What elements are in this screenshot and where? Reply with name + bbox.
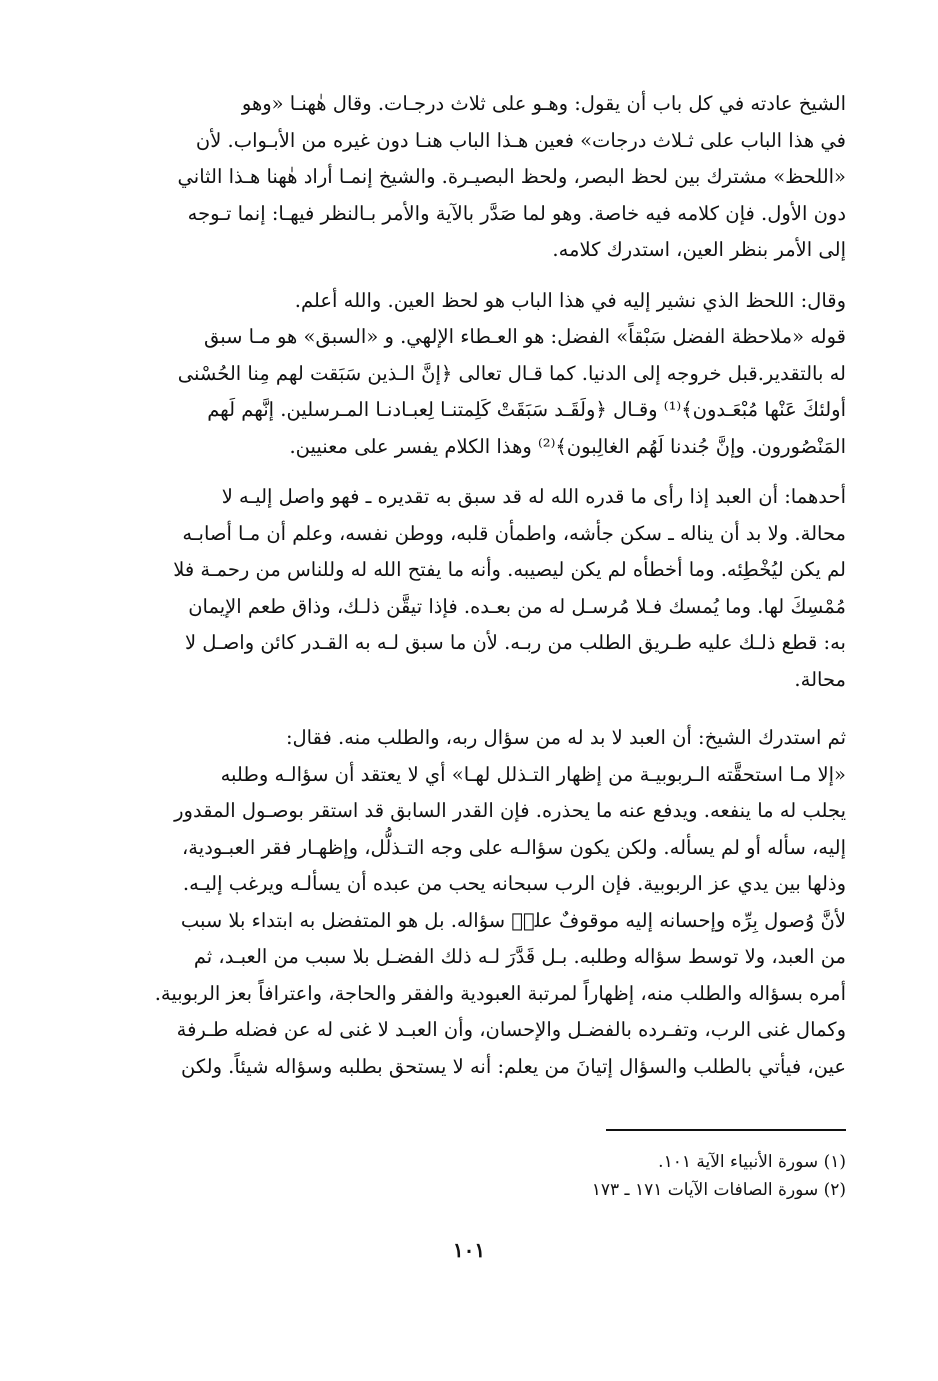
footnote-divider	[606, 1129, 846, 1131]
paragraph-first-meaning: أحدهما: أن العبد إذا رأى ما قدره الله له قد سبق به تقديره ـ فهو واصل إليـه لا محالة. ولا بد أن يناله ـ سكن جأشه، واطمأن قلبه، ووطن نفسه، وعلم أن مـا أصابـه لم يكن ليُخْطِئه. وما أخطأه لم يكن ليصيبه. وأنه ما يفتح الله له وللناس من رحمـة فلا مُمْسِكَ لها. وما يُمسك فـلا مُرسـل له من بعـده. فإذا تيقَّن ذلـك، وذاق طعم الإيمان به: قطع ذلـك عليه طـريق الطلب من ربـه. لأن ما سبق لـه به القـدر كائن واصـل لا محالة.	[173, 485, 846, 691]
paragraph-istidrak: ثم استدرك الشيخ: أن العبد لا بد له من سؤال ربه، والطلب منه. فقال: «إلا مـا استحقَّته الـربوبيـة من إظهار التـذلل لهـا» أي لا يعتقد أن سؤالـه وطلبه يجلب له ما ينفعه. ويدفع عنه ما يحذره. فإن القدر السابق قد استقر بوصـول المقدور إليه، سأله أو لم يسأله. ولكن يكون سؤالـه على وجه التـذلُّل، وإظهـار فقر العبـودية، وذلها بين يدي عز الربوبية. فإن الرب سبحانه يحب من عبده أن يسألـه ويرغب إليـه. لأنَّ وُصول بِرِّه وإحسانه إليه موقوفٌ علىٖ سؤاله. بل هو المتفضل به ابتداء بلا سبب من العبد، ولا توسط سؤاله وطلبه. بـل قَدَّرَ لـه ذلك الفضـل بلا سبب من العبـد، ثم أمره بسؤاله والطلب منه، إظهاراً لمرتبة العبودية والفقر والحاجة، واعترافاً بعز الربوبية. وكمال غنى الرب، وتفـرده بالفضـل والإحسان، وأن العبـد لا غنى له عن فضله طـرفة عين، فيأتي بالطلب والسؤال إتيانَ من يعلم: أنه لا يستحق بطلبه وسؤاله شيئاً. ولكن	[154, 726, 846, 1078]
footnotes	[346, 1148, 846, 1204]
paragraph-gap	[110, 269, 846, 283]
paragraph-lahz-and-sabq: وقال: اللحظ الذي نشير إليه في هذا الباب هو لحظ العين. والله أعلم. قوله «ملاحظة الفضل سَبْقاً» الفضل: هو العـطاء الإلهي. و «السبق» هو مـا سبق له بالتقدير.قبل خروجه إلى الدنيا. كما قـال تعالى ﴿إنَّ الـذين سَبَقت لهم مِنا الحُسْنى أولئكَ عَنْها مُبْعَـدون﴾⁽¹⁾ وقـال ﴿ولَقَـد سَبَقَتْ كَلِمتنـا لِعبـادنـا المـرسلين. إنَّهم لَهم المَنْصُورون. وإنَّ جُندنا لَهُم الغالِبون﴾⁽²⁾ وهذا الكلام يفسر على معنيين.	[177, 288, 846, 458]
paragraph-gap	[110, 698, 846, 720]
page-number: ١٠١	[452, 1238, 486, 1262]
page-body	[110, 86, 846, 1085]
paragraph-degrees: الشيخ عادته في كل باب أن يقول: وهـو على ثلاث درجـات. وقال هٰهنـا «وهو في هذا الباب على ثـلاث درجات» فعين هـذا الباب هنـا دون غيره من الأبـواب. لأن «اللحظ» مشترك بين لحظ البصر، ولحظ البصيـرة. والشيخ إنمـا أراد هٰهنا هـذا الثاني دون الأول. فإن كلامه فيه خاصة. وهو لما صَدَّر بالآية والأمر بـالنظر فيهـا: إنما تـوجه إلى الأمر بنظر العين، استدرك كلامه.	[177, 92, 846, 261]
paragraph-gap	[110, 465, 846, 479]
footnote-1: (١) سورة الأنبياء الآية ١٠١.	[658, 1152, 846, 1172]
footnote-2: (٢) سورة الصافات الآيات ١٧١ ـ ١٧٣	[591, 1180, 846, 1200]
